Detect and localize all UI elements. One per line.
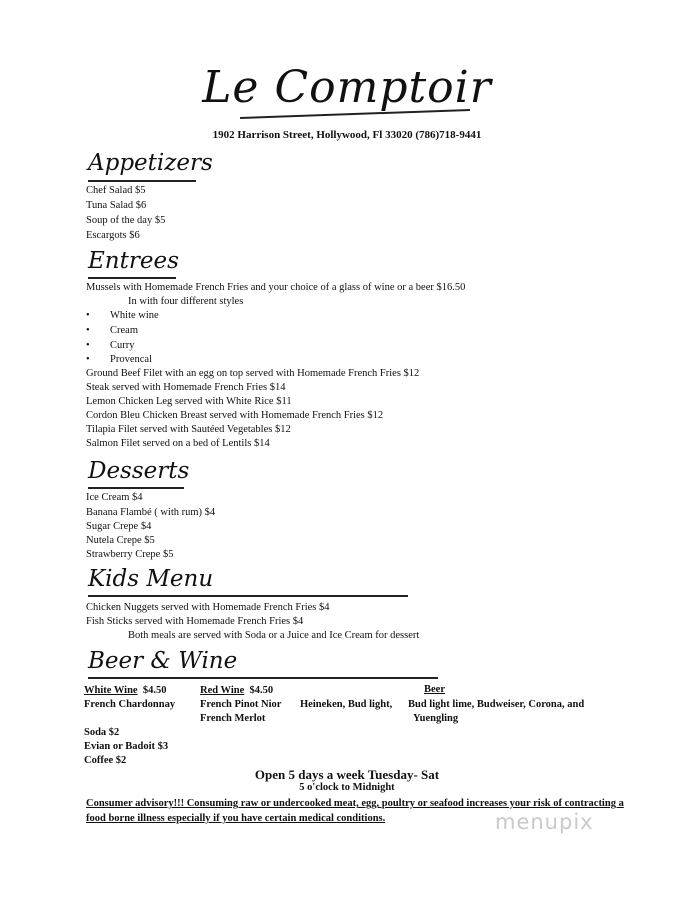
beer-label: Beer	[424, 684, 445, 695]
hours-time: 5 o'clock to Midnight	[299, 782, 395, 793]
appetizer-item: Tuna Salad $6	[86, 200, 147, 211]
bullet-icon: •	[86, 340, 90, 351]
red-wine-item: French Merlot	[200, 713, 266, 724]
restaurant-address: 1902 Harrison Street, Hollywood, Fl 33020 (786)718-9441	[212, 129, 482, 141]
entree-item: Ground Beef Filet with an egg on top served with Homemade French Fries $12	[86, 368, 420, 379]
dessert-item: Banana Flambé ( with rum) $4	[86, 507, 216, 518]
desserts-heading: Desserts	[88, 458, 190, 484]
beer-list-1: Heineken, Bud light,	[300, 699, 393, 710]
kids-note: Both meals are served with Soda or a Juice and Ice Cream for dessert	[128, 630, 420, 641]
style-label: Cream	[110, 325, 138, 336]
consumer-advisory: Consumer advisory!!! Consuming raw or undercooked meat, egg, poultry or seafood increases your risk of contracting a food borne illness especially if you have certain medical conditions.	[86, 798, 624, 824]
white-wine-label: White Wine	[84, 685, 138, 696]
red-wine-item: French Pinot Nior	[200, 699, 282, 710]
entree-styles-intro: In with four different styles	[128, 296, 244, 307]
entree-style-item	[86, 354, 152, 365]
style-label: Provencal	[110, 354, 152, 365]
dessert-item: Nutela Crepe $5	[86, 535, 155, 546]
beer-list-2: Bud light lime, Budweiser, Corona, and	[408, 699, 585, 710]
entree-item: Tilapia Filet served with Sautéed Vegetables $12	[86, 424, 291, 435]
appetizer-item: Escargots $6	[86, 230, 140, 241]
hours-days: Open 5 days a week Tuesday- Sat	[254, 767, 440, 782]
beer-wine-underline	[88, 677, 438, 679]
beverage-item: Soda $2	[84, 727, 120, 738]
kids-menu-heading: Kids Menu	[88, 566, 214, 592]
entree-mussels: Mussels with Homemade French Fries and your choice of a glass of wine or a beer $16.50	[86, 282, 466, 293]
beverage-item: Evian or Badoit $3	[84, 741, 169, 752]
entree-item: Salmon Filet served on a bed of Lentils $14	[86, 438, 270, 449]
red-wine-label: Red Wine	[200, 685, 245, 696]
red-wine-price: $4.50	[249, 685, 274, 696]
kids-menu-underline	[88, 595, 408, 597]
entree-item: Cordon Bleu Chicken Breast served with Homemade French Fries $12	[86, 410, 384, 421]
entree-item: Steak served with Homemade French Fries $14	[86, 382, 286, 393]
restaurant-name: Le Comptoir	[202, 62, 492, 113]
beverage-item: Coffee $2	[84, 755, 127, 766]
style-label: Curry	[110, 340, 135, 351]
bullet-icon: •	[86, 310, 90, 321]
appetizers-heading: Appetizers	[88, 150, 213, 176]
entrees-underline	[88, 277, 176, 279]
kids-item: Fish Sticks served with Homemade French Fries $4	[86, 616, 304, 627]
entree-item: Lemon Chicken Leg served with White Rice $11	[86, 396, 292, 407]
menupix-watermark: menupix	[495, 810, 594, 834]
appetizers-underline	[88, 180, 196, 182]
bullet-icon: •	[86, 354, 90, 365]
appetizer-item: Chef Salad $5	[86, 185, 146, 196]
dessert-item: Ice Cream $4	[86, 492, 143, 503]
entrees-heading: Entrees	[88, 248, 179, 274]
kids-item: Chicken Nuggets served with Homemade French Fries $4	[86, 602, 330, 613]
bullet-icon: •	[86, 325, 90, 336]
entree-style-item	[86, 310, 159, 321]
white-wine-item: French Chardonnay	[84, 699, 176, 710]
appetizer-item: Soup of the day $5	[86, 215, 166, 226]
white-wine-header	[84, 685, 166, 696]
desserts-underline	[88, 487, 184, 489]
entree-style-item	[86, 325, 138, 336]
dessert-item: Strawberry Crepe $5	[86, 549, 174, 560]
style-label: White wine	[110, 310, 159, 321]
white-wine-price: $4.50	[142, 685, 167, 696]
dessert-item: Sugar Crepe $4	[86, 521, 152, 532]
beer-list-3: Yuengling	[413, 713, 459, 724]
beer-wine-heading: Beer & Wine	[88, 648, 238, 674]
entree-style-item	[86, 340, 135, 351]
red-wine-header	[200, 685, 273, 696]
